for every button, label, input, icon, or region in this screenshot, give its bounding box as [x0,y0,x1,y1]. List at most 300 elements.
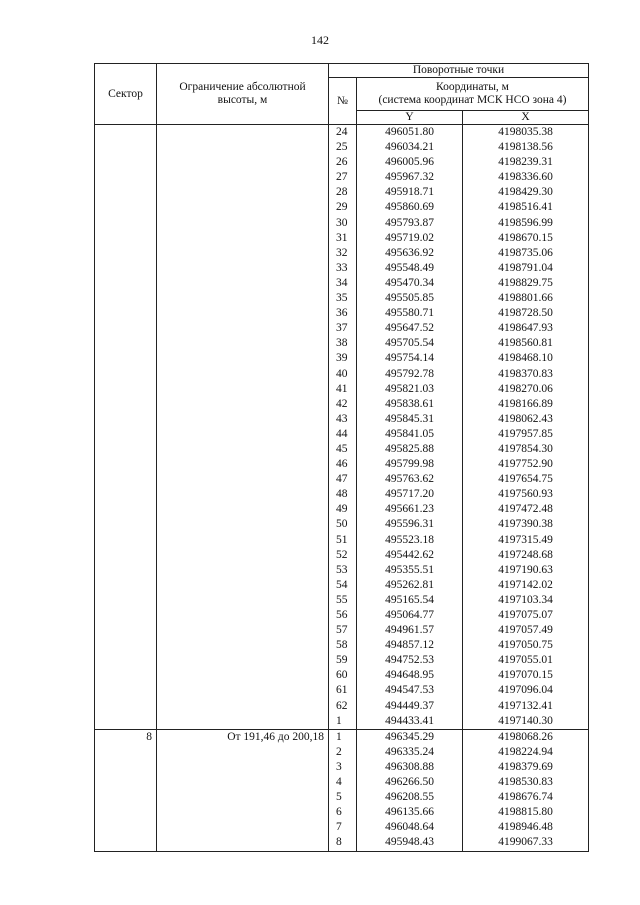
y-coordinate-cell: 495754.14 [357,351,463,366]
point-number-cell: 36 [329,306,357,321]
point-number-cell: 33 [329,261,357,276]
x-coordinate-cell: 4198728.50 [463,306,589,321]
point-number-cell: 42 [329,397,357,412]
header-altitude-line2: высоты, м [217,94,268,106]
altitude-cell [157,835,329,851]
altitude-cell [157,608,329,623]
altitude-cell [157,140,329,155]
point-number-cell: 28 [329,185,357,200]
header-x: X [463,111,589,125]
altitude-cell [157,367,329,382]
sector-cell [95,548,157,563]
table-row [95,472,589,487]
x-coordinate-cell: 4197654.75 [463,472,589,487]
sector-cell [95,155,157,170]
altitude-cell: От 191,46 до 200,18 [157,729,329,745]
point-number-cell: 41 [329,382,357,397]
y-coordinate-cell: 495647.52 [357,321,463,336]
y-coordinate-cell: 495825.88 [357,442,463,457]
header-coordinates [357,78,589,111]
table-row [95,578,589,593]
x-coordinate-cell: 4198239.31 [463,155,589,170]
table-row [95,412,589,427]
x-coordinate-cell: 4198815.80 [463,805,589,820]
sector-cell [95,457,157,472]
y-coordinate-cell: 496335.24 [357,745,463,760]
y-coordinate-cell: 495948.43 [357,835,463,851]
y-coordinate-cell: 495845.31 [357,412,463,427]
x-coordinate-cell: 4197142.02 [463,578,589,593]
y-coordinate-cell: 495838.61 [357,397,463,412]
x-coordinate-cell: 4198946.48 [463,820,589,835]
point-number-cell: 47 [329,472,357,487]
table-row [95,382,589,397]
sector-cell [95,472,157,487]
point-number-cell: 27 [329,170,357,185]
x-coordinate-cell: 4198035.38 [463,125,589,141]
altitude-cell [157,276,329,291]
x-coordinate-cell: 4197854.30 [463,442,589,457]
altitude-cell [157,170,329,185]
altitude-cell [157,775,329,790]
point-number-cell: 43 [329,412,357,427]
table-row [95,487,589,502]
header-y: Y [357,111,463,125]
altitude-cell [157,623,329,638]
table-row [95,820,589,835]
sector-cell [95,563,157,578]
table-row [95,638,589,653]
point-number-cell: 55 [329,593,357,608]
x-coordinate-cell: 4197140.30 [463,714,589,730]
point-number-cell: 58 [329,638,357,653]
altitude-cell [157,563,329,578]
table-row [95,367,589,382]
x-coordinate-cell: 4198647.93 [463,321,589,336]
y-coordinate-cell: 495717.20 [357,487,463,502]
coordinates-table [94,63,589,852]
y-coordinate-cell: 494752.53 [357,653,463,668]
point-number-cell: 52 [329,548,357,563]
altitude-cell [157,638,329,653]
y-coordinate-cell: 495636.92 [357,246,463,261]
table-row [95,608,589,623]
x-coordinate-cell: 4197055.01 [463,653,589,668]
x-coordinate-cell: 4197390.38 [463,517,589,532]
altitude-cell [157,805,329,820]
y-coordinate-cell: 494547.53 [357,683,463,698]
sector-cell [95,775,157,790]
point-number-cell: 31 [329,231,357,246]
table-row [95,261,589,276]
point-number-cell: 4 [329,775,357,790]
y-coordinate-cell: 495442.62 [357,548,463,563]
altitude-cell [157,261,329,276]
altitude-cell [157,745,329,760]
sector-cell [95,170,157,185]
point-number-cell: 32 [329,246,357,261]
altitude-cell [157,502,329,517]
altitude-cell [157,487,329,502]
y-coordinate-cell: 495355.51 [357,563,463,578]
y-coordinate-cell: 495596.31 [357,517,463,532]
table-row [95,231,589,246]
sector-cell [95,699,157,714]
point-number-cell: 50 [329,517,357,532]
y-coordinate-cell: 495821.03 [357,382,463,397]
y-coordinate-cell: 496048.64 [357,820,463,835]
y-coordinate-cell: 495918.71 [357,185,463,200]
altitude-cell [157,548,329,563]
table-row [95,714,589,730]
x-coordinate-cell: 4198336.60 [463,170,589,185]
sector-cell [95,321,157,336]
header-sector: Сектор [95,64,157,125]
x-coordinate-cell: 4198735.06 [463,246,589,261]
sector-cell [95,261,157,276]
y-coordinate-cell: 494449.37 [357,699,463,714]
header-altitude-line1: Ограничение абсолютной [179,81,306,93]
table-row [95,216,589,231]
altitude-cell [157,321,329,336]
table-row [95,185,589,200]
y-coordinate-cell: 496051.80 [357,125,463,141]
sector-cell [95,306,157,321]
table-row [95,125,589,141]
table-row [95,200,589,215]
sector-cell [95,502,157,517]
y-coordinate-cell: 495860.69 [357,200,463,215]
y-coordinate-cell: 494857.12 [357,638,463,653]
x-coordinate-cell: 4198138.56 [463,140,589,155]
x-coordinate-cell: 4198270.06 [463,382,589,397]
sector-cell [95,578,157,593]
x-coordinate-cell: 4197132.41 [463,699,589,714]
x-coordinate-cell: 4198068.26 [463,729,589,745]
sector-cell [95,517,157,532]
altitude-cell [157,442,329,457]
y-coordinate-cell: 494961.57 [357,623,463,638]
altitude-cell [157,683,329,698]
y-coordinate-cell: 496345.29 [357,729,463,745]
point-number-cell: 53 [329,563,357,578]
x-coordinate-cell: 4199067.33 [463,835,589,851]
table-row [95,729,589,745]
y-coordinate-cell: 495505.85 [357,291,463,306]
sector-cell [95,427,157,442]
y-coordinate-cell: 496034.21 [357,140,463,155]
point-number-cell: 49 [329,502,357,517]
altitude-cell [157,472,329,487]
sector-cell [95,336,157,351]
table-row [95,683,589,698]
altitude-cell [157,231,329,246]
y-coordinate-cell: 495262.81 [357,578,463,593]
altitude-cell [157,155,329,170]
y-coordinate-cell: 495967.32 [357,170,463,185]
sector-cell [95,291,157,306]
point-number-cell: 38 [329,336,357,351]
sector-cell [95,653,157,668]
y-coordinate-cell: 494648.95 [357,668,463,683]
point-number-cell: 46 [329,457,357,472]
y-coordinate-cell: 495841.05 [357,427,463,442]
sector-cell [95,125,157,141]
sector-cell [95,533,157,548]
y-coordinate-cell: 495548.49 [357,261,463,276]
point-number-cell: 40 [329,367,357,382]
table-row [95,291,589,306]
altitude-cell [157,533,329,548]
y-coordinate-cell: 495799.98 [357,457,463,472]
x-coordinate-cell: 4198224.94 [463,745,589,760]
y-coordinate-cell: 495470.34 [357,276,463,291]
altitude-cell [157,185,329,200]
x-coordinate-cell: 4197075.07 [463,608,589,623]
point-number-cell: 37 [329,321,357,336]
altitude-cell [157,382,329,397]
x-coordinate-cell: 4197560.93 [463,487,589,502]
x-coordinate-cell: 4198596.99 [463,216,589,231]
y-coordinate-cell: 495792.78 [357,367,463,382]
header-turning-points: Поворотные точки [329,64,589,78]
y-coordinate-cell: 496005.96 [357,155,463,170]
x-coordinate-cell: 4198379.69 [463,760,589,775]
y-coordinate-cell: 494433.41 [357,714,463,730]
table-row [95,457,589,472]
sector-cell [95,760,157,775]
sector-cell [95,382,157,397]
x-coordinate-cell: 4197057.49 [463,623,589,638]
x-coordinate-cell: 4198166.89 [463,397,589,412]
altitude-cell [157,336,329,351]
point-number-cell: 39 [329,351,357,366]
sector-cell [95,185,157,200]
x-coordinate-cell: 4198829.75 [463,276,589,291]
header-number: № [329,78,357,125]
x-coordinate-cell: 4198560.81 [463,336,589,351]
point-number-cell: 60 [329,668,357,683]
table-row [95,397,589,412]
altitude-cell [157,760,329,775]
altitude-cell [157,351,329,366]
sector-cell [95,805,157,820]
table-row [95,745,589,760]
sector-cell [95,714,157,730]
point-number-cell: 34 [329,276,357,291]
table-row [95,306,589,321]
page-number: 142 [311,33,329,47]
y-coordinate-cell: 496135.66 [357,805,463,820]
table-row [95,790,589,805]
sector-cell [95,623,157,638]
point-number-cell: 3 [329,760,357,775]
header-coordinates-line2: (система координат МСК НСО зона 4) [378,94,567,106]
point-number-cell: 2 [329,745,357,760]
altitude-cell [157,397,329,412]
x-coordinate-cell: 4198516.41 [463,200,589,215]
altitude-cell [157,653,329,668]
altitude-cell [157,306,329,321]
x-coordinate-cell: 4198801.66 [463,291,589,306]
sector-cell [95,593,157,608]
table-row [95,563,589,578]
y-coordinate-cell: 495719.02 [357,231,463,246]
table-row [95,155,589,170]
y-coordinate-cell: 495763.62 [357,472,463,487]
sector-cell [95,351,157,366]
table-row [95,623,589,638]
y-coordinate-cell: 495661.23 [357,502,463,517]
table-row [95,336,589,351]
sector-cell [95,790,157,805]
altitude-cell [157,291,329,306]
sector-cell [95,246,157,261]
y-coordinate-cell: 496266.50 [357,775,463,790]
point-number-cell: 56 [329,608,357,623]
altitude-cell [157,820,329,835]
table-row [95,548,589,563]
point-number-cell: 59 [329,653,357,668]
x-coordinate-cell: 4197957.85 [463,427,589,442]
header-altitude-limit [157,64,329,125]
x-coordinate-cell: 4197096.04 [463,683,589,698]
y-coordinate-cell: 495064.77 [357,608,463,623]
sector-cell [95,638,157,653]
table-row [95,517,589,532]
altitude-cell [157,578,329,593]
x-coordinate-cell: 4198468.10 [463,351,589,366]
point-number-cell: 51 [329,533,357,548]
point-number-cell: 48 [329,487,357,502]
y-coordinate-cell: 495580.71 [357,306,463,321]
table-row [95,835,589,851]
altitude-cell [157,714,329,730]
table-row [95,246,589,261]
point-number-cell: 1 [329,729,357,745]
table-row [95,442,589,457]
sector-cell [95,683,157,698]
altitude-cell [157,200,329,215]
sector-cell [95,835,157,851]
altitude-cell [157,517,329,532]
point-number-cell: 35 [329,291,357,306]
x-coordinate-cell: 4198530.83 [463,775,589,790]
sector-cell: 8 [95,729,157,745]
point-number-cell: 45 [329,442,357,457]
altitude-cell [157,593,329,608]
sector-cell [95,820,157,835]
altitude-cell [157,216,329,231]
sector-cell [95,608,157,623]
point-number-cell: 29 [329,200,357,215]
table-row [95,351,589,366]
x-coordinate-cell: 4198062.43 [463,412,589,427]
x-coordinate-cell: 4197248.68 [463,548,589,563]
x-coordinate-cell: 4197050.75 [463,638,589,653]
sector-cell [95,276,157,291]
table-row [95,276,589,291]
altitude-cell [157,412,329,427]
table-row [95,775,589,790]
sector-cell [95,216,157,231]
point-number-cell: 30 [329,216,357,231]
table-row [95,699,589,714]
table-row [95,170,589,185]
sector-cell [95,668,157,683]
table-row [95,668,589,683]
sector-cell [95,200,157,215]
altitude-cell [157,457,329,472]
table-row [95,760,589,775]
table-row [95,653,589,668]
y-coordinate-cell: 496308.88 [357,760,463,775]
point-number-cell: 6 [329,805,357,820]
x-coordinate-cell: 4197472.48 [463,502,589,517]
table-header [95,64,589,125]
table-row [95,533,589,548]
sector-cell [95,231,157,246]
x-coordinate-cell: 4197070.15 [463,668,589,683]
sector-cell [95,442,157,457]
table-body [95,125,589,852]
point-number-cell: 24 [329,125,357,141]
point-number-cell: 26 [329,155,357,170]
x-coordinate-cell: 4197103.34 [463,593,589,608]
point-number-cell: 1 [329,714,357,730]
x-coordinate-cell: 4198370.83 [463,367,589,382]
header-coordinates-line1: Координаты, м [436,81,509,93]
point-number-cell: 62 [329,699,357,714]
point-number-cell: 44 [329,427,357,442]
altitude-cell [157,427,329,442]
x-coordinate-cell: 4198676.74 [463,790,589,805]
x-coordinate-cell: 4198429.30 [463,185,589,200]
sector-cell [95,745,157,760]
table-row [95,502,589,517]
point-number-cell: 7 [329,820,357,835]
sector-cell [95,412,157,427]
x-coordinate-cell: 4197315.49 [463,533,589,548]
table-row [95,593,589,608]
y-coordinate-cell: 495523.18 [357,533,463,548]
table-row [95,140,589,155]
sector-cell [95,487,157,502]
altitude-cell [157,699,329,714]
y-coordinate-cell: 495793.87 [357,216,463,231]
point-number-cell: 5 [329,790,357,805]
x-coordinate-cell: 4198791.04 [463,261,589,276]
x-coordinate-cell: 4197190.63 [463,563,589,578]
x-coordinate-cell: 4198670.15 [463,231,589,246]
altitude-cell [157,668,329,683]
point-number-cell: 57 [329,623,357,638]
y-coordinate-cell: 495705.54 [357,336,463,351]
point-number-cell: 61 [329,683,357,698]
altitude-cell [157,125,329,141]
point-number-cell: 8 [329,835,357,851]
point-number-cell: 25 [329,140,357,155]
y-coordinate-cell: 495165.54 [357,593,463,608]
point-number-cell: 54 [329,578,357,593]
sector-cell [95,140,157,155]
table-row [95,321,589,336]
table-row [95,427,589,442]
altitude-cell [157,246,329,261]
y-coordinate-cell: 496208.55 [357,790,463,805]
sector-cell [95,367,157,382]
sector-cell [95,397,157,412]
